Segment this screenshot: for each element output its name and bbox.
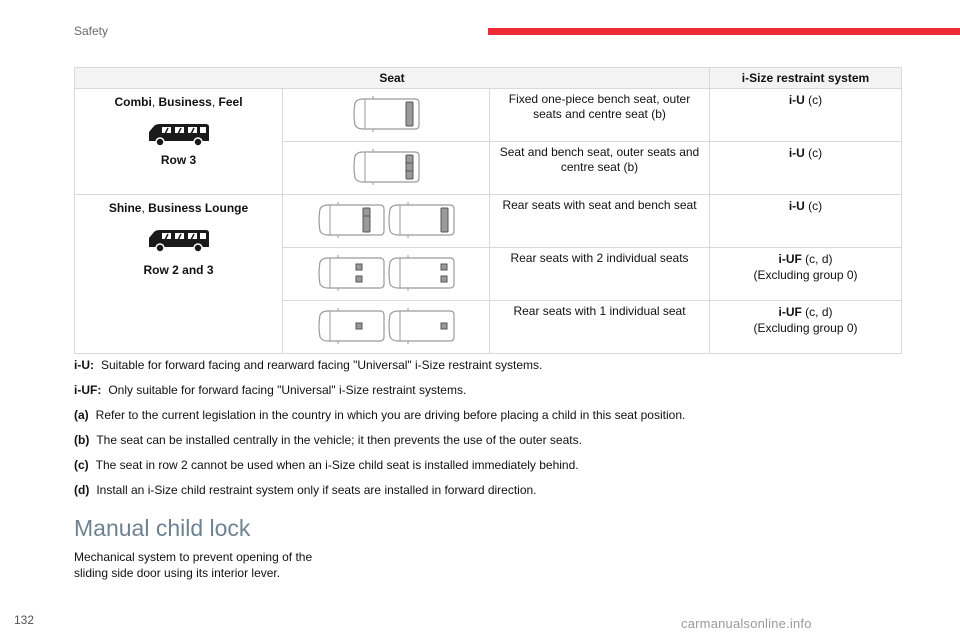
restraint-system-cell: i-U (c) xyxy=(710,89,902,142)
seat-diagram-cell xyxy=(283,142,490,195)
seat-description: Fixed one-piece bench seat, outer seats and centre seat (b) xyxy=(490,89,710,142)
header-seat: Seat xyxy=(75,68,710,89)
variant-name: Shine xyxy=(108,201,142,215)
seat-description: Rear seats with 2 individual seats xyxy=(490,248,710,301)
restraint-system-cell: i-UF (c, d) (Excluding group 0) xyxy=(710,301,902,354)
variant-name: Feel xyxy=(218,95,243,109)
variant-list: Shine, Business Lounge xyxy=(108,201,249,215)
seat-layout-bench-icon xyxy=(351,95,421,133)
table-footnotes xyxy=(74,358,904,508)
seat-diagram-cell xyxy=(283,248,490,301)
running-header: Safety xyxy=(74,24,109,38)
header-restraint-system: i-Size restraint system xyxy=(710,68,902,89)
seat-description: Rear seats with seat and bench seat xyxy=(490,195,710,248)
group-shine-label-cell xyxy=(75,195,283,354)
header-accent-bar xyxy=(488,28,960,35)
footnote: i-UF: Only suitable for forward facing "Universal" i-Size restraint systems. xyxy=(74,383,467,397)
seat-diagram-cell xyxy=(283,195,490,248)
restraint-system-cell: i-UF (c, d) (Excluding group 0) xyxy=(710,248,902,301)
van-silhouette-icon xyxy=(146,121,212,147)
group-combi-label-cell xyxy=(75,89,283,195)
seat-layout-one-individual-icon xyxy=(316,307,456,345)
page-number: 132 xyxy=(14,613,35,627)
variant-name: Combi xyxy=(114,95,152,109)
watermark: carmanualsonline.info xyxy=(681,616,812,631)
section-body: Mechanical system to prevent opening of the sliding side door using its interior lever. xyxy=(74,550,313,580)
van-silhouette-icon xyxy=(146,227,212,253)
footnote: (a) Refer to the current legislation in the country in which you are driving before placing a child in this seat position. xyxy=(74,408,686,422)
seat-layout-seat-and-bench-icon xyxy=(316,201,456,239)
variant-name: Business Lounge xyxy=(148,201,249,215)
footnote: (c) The seat in row 2 cannot be used when an i-Size child seat is installed immediately behind. xyxy=(74,458,579,472)
table-row xyxy=(75,195,902,248)
variant-name: Business xyxy=(158,95,212,109)
restraint-system-cell: i-U (c) xyxy=(710,195,902,248)
footnote: (d) Install an i-Size child restraint system only if seats are installed in forward direction. xyxy=(74,483,537,497)
row-label: Row 3 xyxy=(160,153,197,167)
restraint-system-cell: i-U (c) xyxy=(710,142,902,195)
footnote: i-U: Suitable for forward facing and rearward facing "Universal" i-Size restraint systems. xyxy=(74,358,543,372)
seat-compatibility-table xyxy=(74,67,902,354)
seat-description: Seat and bench seat, outer seats and centre seat (b) xyxy=(490,142,710,195)
row-label: Row 2 and 3 xyxy=(143,263,214,277)
section-heading: Manual child lock xyxy=(74,515,251,541)
table-header-row xyxy=(75,68,902,89)
seat-diagram-cell xyxy=(283,301,490,354)
seat-layout-two-individual-icon xyxy=(316,254,456,292)
seat-description: Rear seats with 1 individual seat xyxy=(490,301,710,354)
footnote: (b) The seat can be installed centrally in the vehicle; it then prevents the use of the outer seats. xyxy=(74,433,582,447)
table-row xyxy=(75,89,902,142)
seat-layout-split-bench-icon xyxy=(351,148,421,186)
variant-list: Combi, Business, Feel xyxy=(114,95,243,109)
seat-diagram-cell xyxy=(283,89,490,142)
